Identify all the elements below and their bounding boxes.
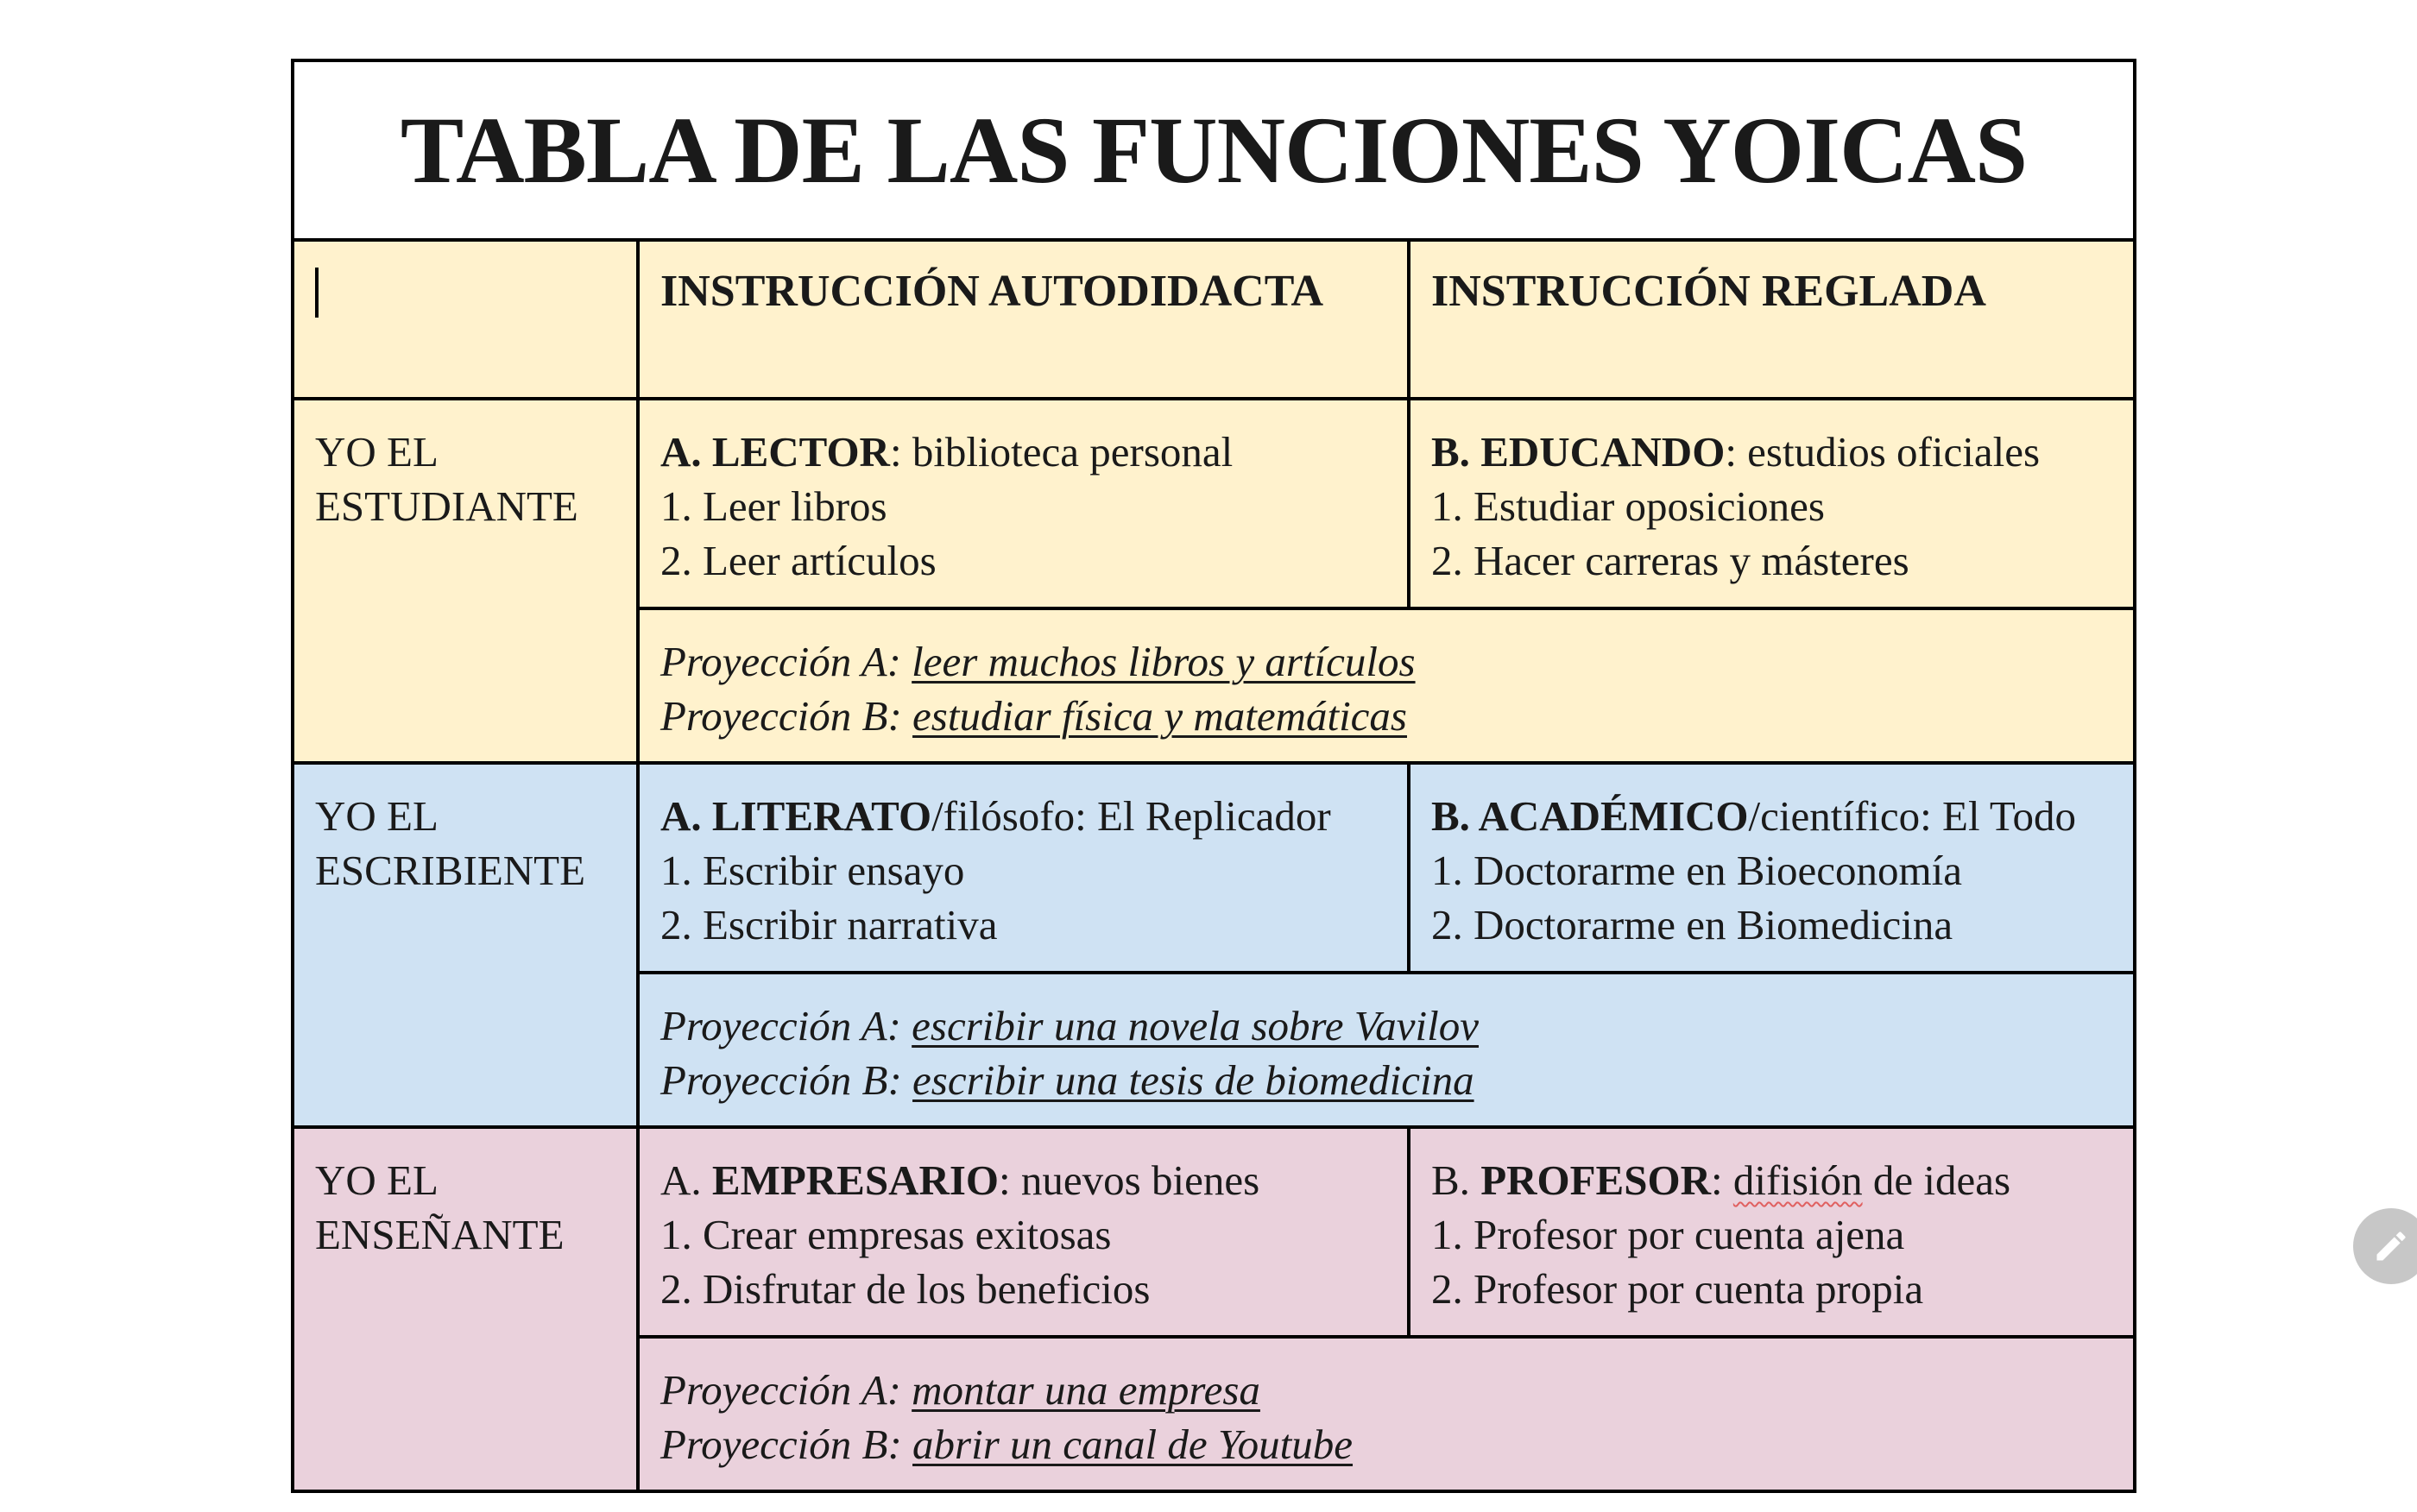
cell-academico[interactable] [1409, 763, 2135, 973]
cell-profesor[interactable] [1409, 1127, 2135, 1337]
cell-heading: B. ACADÉMICO/científico: El Todo [1431, 792, 2076, 840]
cell-empresario[interactable] [638, 1127, 1409, 1337]
header-reglada[interactable] [1409, 240, 2135, 399]
role-estudiante[interactable] [293, 399, 638, 763]
role-line: ENSEÑANTE [315, 1211, 565, 1258]
header-autodidacta[interactable] [638, 240, 1409, 399]
cell-lector[interactable] [638, 399, 1409, 608]
cell-heading: A. LECTOR: biblioteca personal [660, 428, 1234, 476]
list-item: 2. Disfrutar de los beneficios [660, 1265, 1151, 1313]
role-line: ESCRIBIENTE [315, 847, 586, 894]
header-col2-label: INSTRUCCIÓN AUTODIDACTA [660, 267, 1324, 316]
functions-table [291, 59, 2136, 1493]
role-line: YO EL [315, 792, 439, 840]
projection-b: Proyección B: estudiar física y matemáticas [660, 692, 1407, 740]
projection-a: Proyección A: montar una empresa [660, 1366, 1260, 1414]
projection-b: Proyección B: abrir un canal de Youtube [660, 1421, 1354, 1468]
list-item: 2. Profesor por cuenta propia [1431, 1265, 1924, 1313]
list-item: 1. Estudiar oposiciones [1431, 482, 1825, 530]
cell-heading: A. EMPRESARIO: nuevos bienes [660, 1156, 1260, 1204]
list-item: 2. Doctorarme en Biomedicina [1431, 901, 1953, 948]
list-item: 2. Hacer carreras y másteres [1431, 537, 1909, 584]
list-item: 1. Doctorarme en Bioeconomía [1431, 847, 1963, 894]
projection-a: Proyección A: leer muchos libros y artículos [660, 638, 1416, 685]
role-ensenante[interactable] [293, 1127, 638, 1491]
role-line: YO EL [315, 428, 439, 476]
cell-heading: A. LITERATO/filósofo: El Replicador [660, 792, 1331, 840]
list-item: 1. Leer libros [660, 482, 887, 530]
text-cursor [315, 268, 319, 318]
projection-b: Proyección B: escribir una tesis de biomedicina [660, 1056, 1474, 1104]
list-item: 2. Leer artículos [660, 537, 937, 584]
edit-button[interactable] [2353, 1208, 2417, 1284]
list-item: 1. Escribir ensayo [660, 847, 965, 894]
pencil-icon [2372, 1227, 2410, 1265]
list-item: 1. Profesor por cuenta ajena [1431, 1211, 1905, 1258]
projection-escribiente[interactable] [638, 973, 2135, 1127]
list-item: 2. Escribir narrativa [660, 901, 998, 948]
table-title[interactable]: TABLA DE LAS FUNCIONES YOICAS [293, 60, 2135, 240]
cell-educando[interactable] [1409, 399, 2135, 608]
role-escribiente[interactable] [293, 763, 638, 1127]
role-line: ESTUDIANTE [315, 482, 578, 530]
role-line: YO EL [315, 1156, 439, 1204]
list-item: 1. Crear empresas exitosas [660, 1211, 1112, 1258]
projection-estudiante[interactable] [638, 608, 2135, 763]
header-empty-cell[interactable] [293, 240, 638, 399]
misspelled-word: difisión [1732, 1156, 1863, 1204]
cell-heading: B. EDUCANDO: estudios oficiales [1431, 428, 2041, 476]
header-col3-label: INSTRUCCIÓN REGLADA [1431, 267, 1986, 316]
cell-heading: B. PROFESOR: difisión de ideas [1431, 1156, 2011, 1204]
projection-a: Proyección A: escribir una novela sobre Vavilov [660, 1002, 1479, 1049]
projection-ensenante[interactable] [638, 1337, 2135, 1491]
cell-literato[interactable] [638, 763, 1409, 973]
